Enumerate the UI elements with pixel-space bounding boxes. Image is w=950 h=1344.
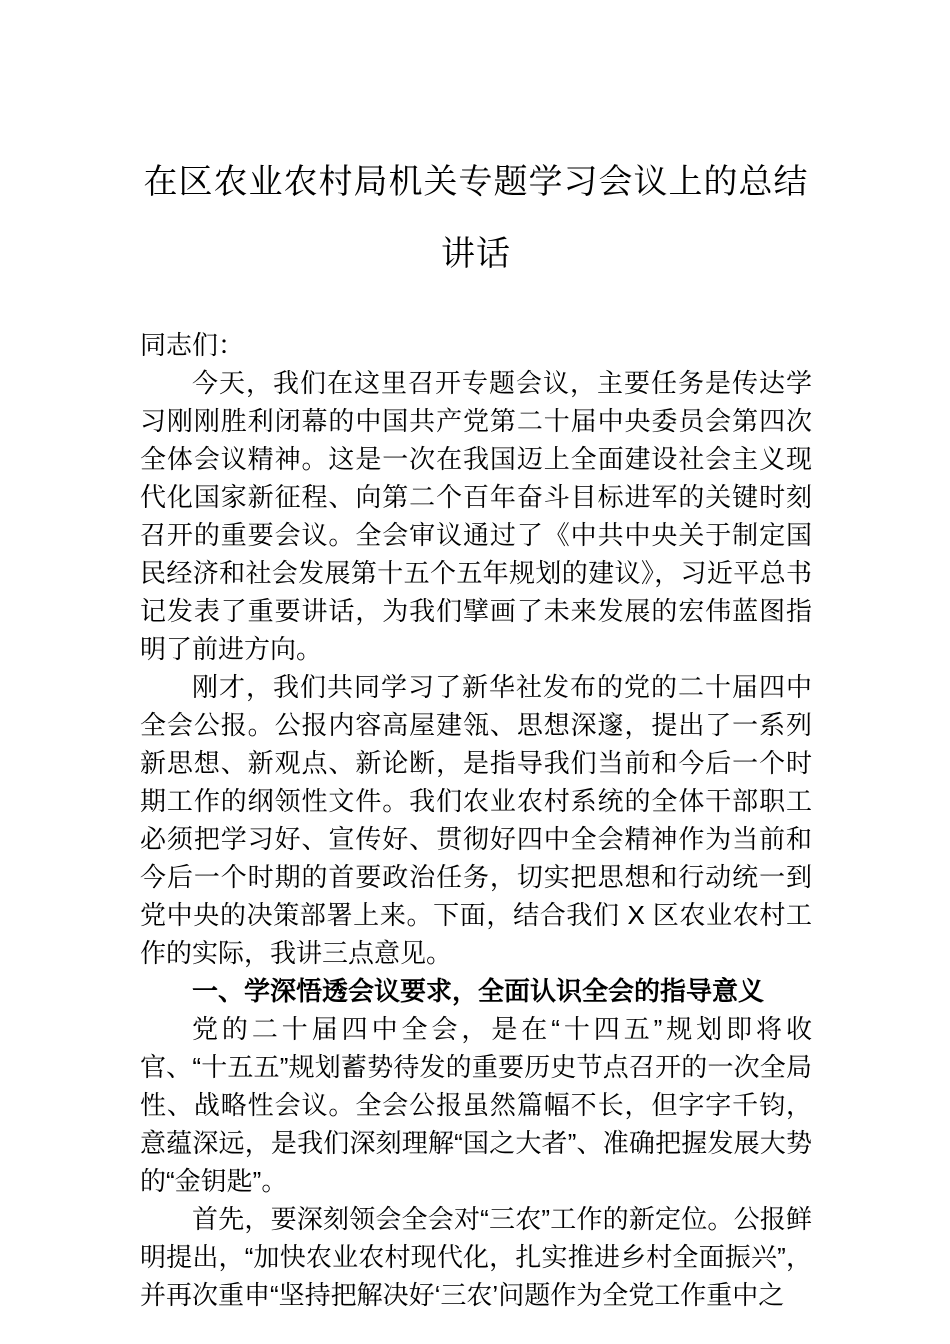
document-title: 在区农业农村局机关专题学习会议上的总结讲话 (143, 163, 809, 273)
section-heading: 一、学深悟透会议要求，全面认识全会的指导意义 (192, 976, 765, 1006)
paragraph: 刚才，我们共同学习了新华社发布的党的二十届四中全会公报。公报内容高屋建瓴、思想深邃，提出了一系列新思想、新观点、新论断，是指导我们当前和今后一个时期工作的纲领性文件。我们农业农村系统的全体干部职工必须把学习好、宣传好、贯彻好四中全会精神作为当前和今后一个时期的首要政治任务，切实把思想和行动统一到党中央的决策部署上来。下面，结合我们 X 区农业农村工作的实际，我讲三点意见。 (140, 672, 812, 968)
paragraph: 首先，要深刻领会全会对“三农”工作的新定位。公报鲜明提出，“加快农业农村现代化，扎实推进乡村全面振兴”，并再次重申“坚持把解决好‘三农’问题作为全党工作重中之 (140, 1204, 812, 1310)
paragraph: 党的二十届四中全会，是在“十四五”规划即将收官、“十五五”规划蓄势待发的重要历史节点召开的一次全局性、战略性会议。全会公报虽然篇幅不长，但字字千钧，意蕴深远，是我们深刻理解“国之大者”、准确把握发展大势的“金钥匙”。 (140, 1014, 812, 1196)
document-body (140, 326, 812, 1314)
salutation: 同志们： (140, 330, 245, 360)
paragraph: 今天，我们在这里召开专题会议，主要任务是传达学习刚刚胜利闭幕的中国共产党第二十届中央委员会第四次全体会议精神。这是一次在我国迈上全面建设社会主义现代化国家新征程、向第二个百年奋斗目标进军的关键时刻召开的重要会议。全会审议通过了《中共中央关于制定国民经济和社会发展第十五个五年规划的建议》，习近平总书记发表了重要讲话，为我们擘画了未来发展的宏伟蓝图指明了前进方向。 (140, 368, 812, 664)
